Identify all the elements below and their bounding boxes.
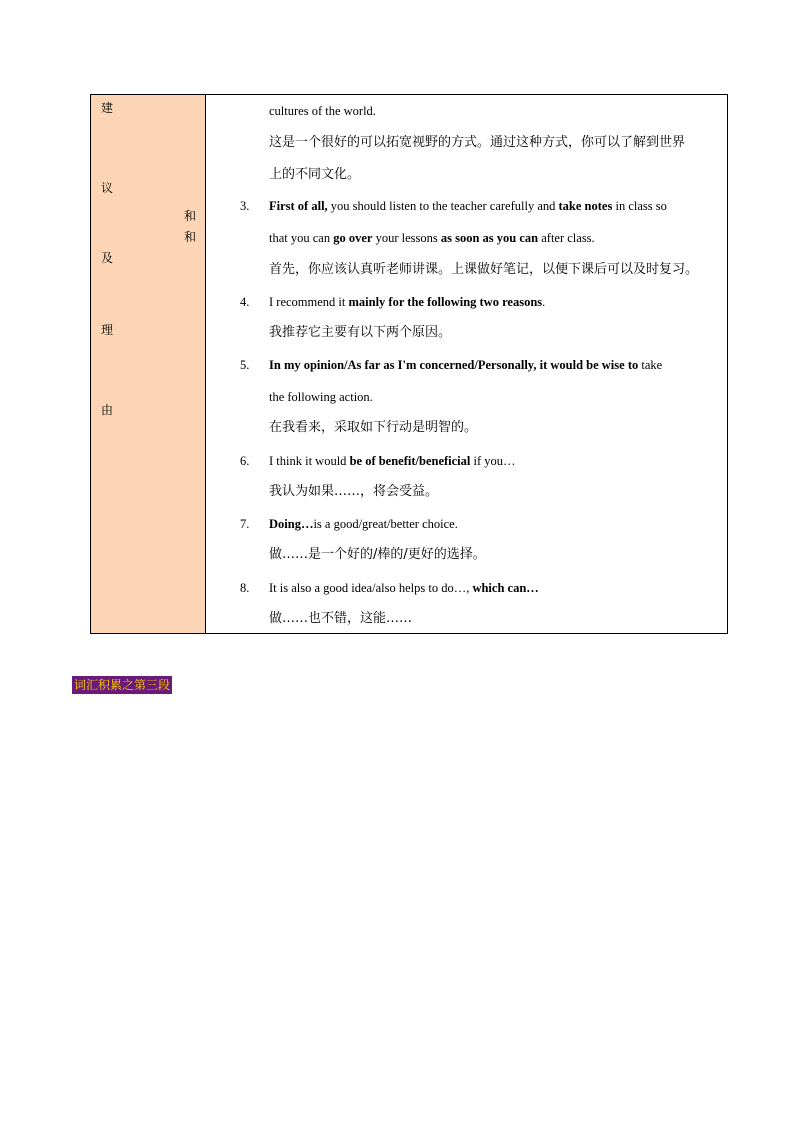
item-number: 3. — [240, 199, 250, 213]
list-item-line-zh: 上的不同文化。 — [269, 167, 361, 182]
list-item-line: In my opinion/As far as I'm concerned/Personally, it would be wise to take — [269, 358, 663, 372]
item-number: 5. — [240, 358, 250, 372]
list-item-line-zh: 这是一个很好的可以拓宽视野的方式。通过这种方式，你可以了解到世界 — [269, 135, 686, 150]
item-number: 7. — [240, 517, 250, 531]
list-item-line: Doing…is a good/great/better choice. — [269, 517, 458, 531]
list-item-line: cultures of the world. — [269, 104, 376, 118]
left-label-column — [91, 95, 206, 633]
suggestion-table — [90, 94, 728, 634]
list-item-line-zh: 做……也不错，这能…… — [269, 611, 413, 626]
label-he: 和 — [184, 230, 197, 244]
label-char: 由 — [101, 403, 114, 417]
label-char: 议 — [101, 181, 114, 195]
list-item-line: I recommend it mainly for the following two reasons. — [269, 295, 546, 309]
list-item-line-zh: 我认为如果……，将会受益。 — [269, 484, 439, 499]
list-item-line-zh: 我推荐它主要有以下两个原因。 — [269, 325, 452, 340]
item-number: 8. — [240, 581, 250, 595]
list-item-line: It is also a good idea/also helps to do…, which can… — [269, 581, 539, 595]
list-item-line: First of all, you should listen to the teacher carefully and take notes in class so — [269, 199, 667, 213]
content-column — [206, 95, 727, 633]
label-char: 建 — [101, 101, 114, 115]
vocab-section-label: 词汇积累之第三段 — [74, 678, 171, 692]
list-item-line: that you can go over your lessons as soon as you can after class. — [269, 231, 595, 245]
item-number: 6. — [240, 454, 250, 468]
list-item-line-zh: 做……是一个好的/棒的/更好的选择。 — [269, 547, 486, 562]
list-item-line-zh: 在我看来，采取如下行动是明智的。 — [269, 420, 478, 435]
label-char: 理 — [101, 323, 114, 337]
list-item-line: I think it would be of benefit/beneficial if you… — [269, 454, 516, 468]
list-item-line-zh: 首先，你应该认真听老师讲课。上课做好笔记，以便下课后可以及时复习。 — [269, 262, 699, 277]
item-number: 4. — [240, 295, 250, 309]
label-he: 和 — [184, 209, 197, 223]
label-char: 及 — [101, 251, 114, 265]
list-item-line: the following action. — [269, 390, 373, 404]
